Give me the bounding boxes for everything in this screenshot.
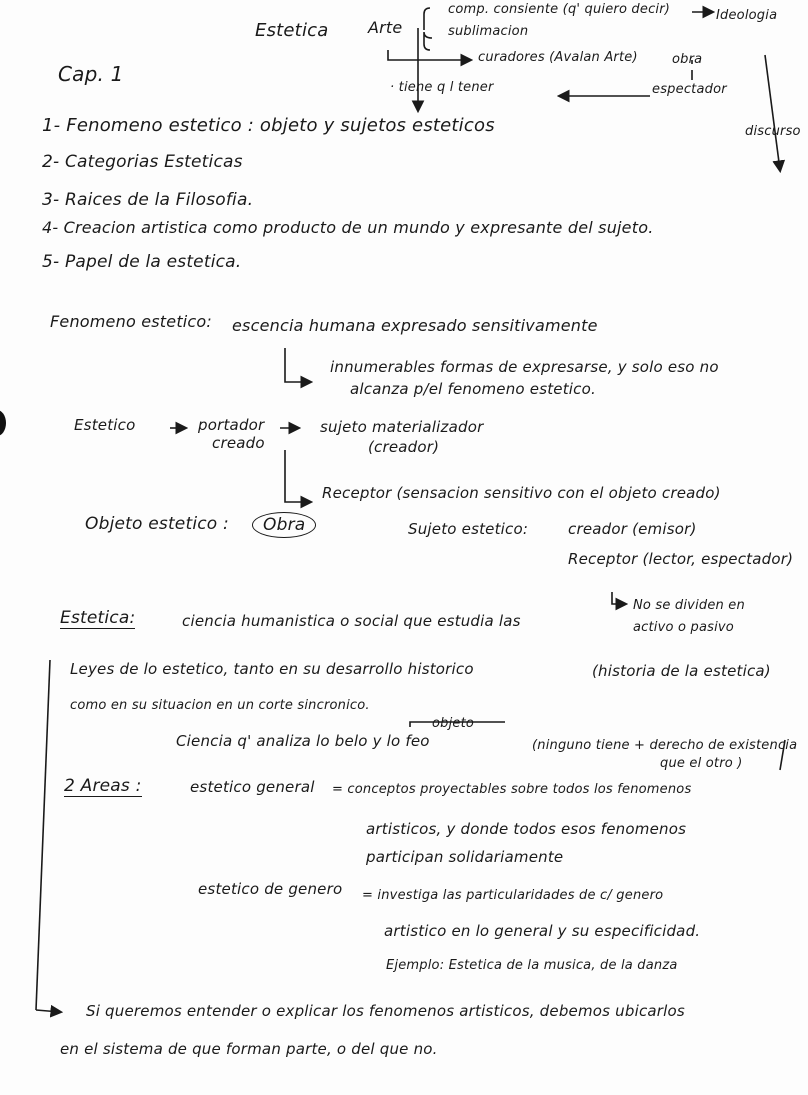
diagram-receptor: Receptor (sensacion sensitivo con el objeto creado) xyxy=(322,484,721,502)
note-no-dividen: No se dividen en xyxy=(633,598,745,613)
areas-general-def3: participan solidariamente xyxy=(366,848,564,866)
estetica-line2: Leyes de lo estetico, tanto en su desarrollo historico xyxy=(70,660,474,678)
fenomeno-branch1: innumerables formas de expresarse, y solo eso no xyxy=(330,358,719,376)
note-activo: activo o pasivo xyxy=(633,620,734,635)
areas-genero: estetico de genero xyxy=(198,880,343,898)
diagram-sujeto: sujeto materializador xyxy=(320,418,484,436)
header-curadores: curadores (Avalan Arte) xyxy=(478,50,638,65)
header-discurso: discurso xyxy=(745,124,801,139)
areas-general: estetico general xyxy=(190,778,315,796)
obra-circled: Obra xyxy=(252,512,316,538)
index-item-3: 3- Raices de la Filosofia. xyxy=(42,190,254,210)
sujeto-creador: creador (emisor) xyxy=(568,520,697,538)
estetica-line4c: que el otro ) xyxy=(660,756,743,771)
estetica-line4: Ciencia q' analiza lo belo y lo feo xyxy=(176,732,430,750)
header-ideologia: Ideologia xyxy=(716,8,778,23)
areas-genero-def2: artistico en lo general y su especificidad. xyxy=(384,922,701,940)
binder-hole xyxy=(0,410,6,436)
sujeto-label: Sujeto estetico: xyxy=(408,520,529,538)
fenomeno-def: escencia humana expresado sensitivamente xyxy=(232,316,598,335)
header-tiene: · tiene q l tener xyxy=(390,80,494,95)
estetica-line1: ciencia humanistica o social que estudia las xyxy=(182,612,521,630)
fenomeno-branch1b: alcanza p/el fenomeno estetico. xyxy=(350,380,596,398)
estetica-line3: como en su situacion en un corte sincronico. xyxy=(70,698,370,713)
estetica-line2b: (historia de la estetica) xyxy=(592,662,771,680)
fenomeno-title: Fenomeno estetico: xyxy=(50,312,213,331)
areas-general-def1: = conceptos proyectables sobre todos los fenomenos xyxy=(332,782,692,797)
index-item-4: 4- Creacion artistica como producto de un mundo y expresante del sujeto. xyxy=(42,218,654,237)
header-arte: Arte xyxy=(368,18,403,37)
diagram-portador: portador xyxy=(198,416,265,434)
chapter-title: Cap. 1 xyxy=(58,62,124,86)
header-sublimacion: sublimacion xyxy=(448,24,529,39)
diagram-estetico: Estetico xyxy=(74,416,136,434)
conclusion-line1: Si queremos entender o explicar los fenomenos artisticos, debemos ubicarlos xyxy=(86,1002,685,1020)
header-estetica: Estetica xyxy=(255,20,329,41)
estetica-objeto: objeto xyxy=(432,716,475,731)
areas-ejemplo: Ejemplo: Estetica de la musica, de la danza xyxy=(386,958,678,973)
index-item-5: 5- Papel de la estetica. xyxy=(42,252,242,272)
index-item-1: 1- Fenomeno estetico : objeto y sujetos esteticos xyxy=(42,115,495,136)
header-obra: obra xyxy=(672,52,703,67)
estetica-line4b: (ninguno tiene + derecho de existencia xyxy=(532,738,798,753)
sujeto-receptor: Receptor (lector, espectador) xyxy=(568,550,794,568)
diagram-creado: creado xyxy=(212,434,265,452)
estetica-title: Estetica: xyxy=(60,608,136,628)
conclusion-line2: en el sistema de que forman parte, o del que no. xyxy=(60,1040,438,1058)
index-item-2: 2- Categorias Esteticas xyxy=(42,152,243,172)
header-espectador: espectador xyxy=(652,82,727,97)
areas-general-def2: artisticos, y donde todos esos fenomenos xyxy=(366,820,687,838)
diagram-creador: (creador) xyxy=(368,438,440,456)
objeto-label: Objeto estetico : xyxy=(85,514,229,534)
areas-genero-def1: = investiga las particularidades de c/ genero xyxy=(362,888,664,903)
areas-title: 2 Areas : xyxy=(64,776,142,796)
header-comp: comp. consiente (q' quiero decir) xyxy=(448,2,671,17)
